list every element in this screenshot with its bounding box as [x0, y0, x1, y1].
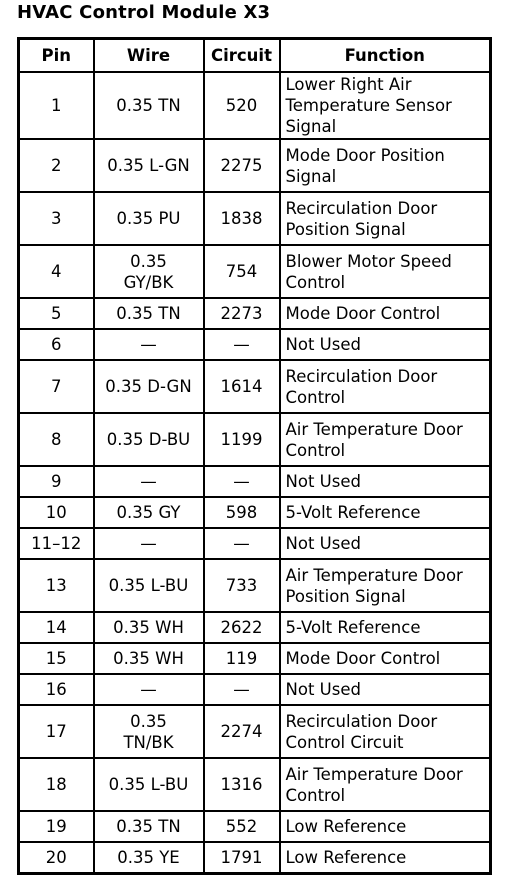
table-row: [19, 466, 491, 497]
table-row: [19, 811, 491, 842]
table-header: [19, 39, 491, 73]
cell-function: Mode Door Control: [280, 643, 491, 674]
header-pin: Pin: [19, 39, 94, 73]
table-row: [19, 245, 491, 298]
cell-pin: 2: [19, 139, 94, 192]
cell-wire: 0.35 D-BU: [94, 413, 204, 466]
cell-circuit: 754: [204, 245, 280, 298]
cell-wire: —: [94, 528, 204, 559]
cell-wire: 0.35 L-BU: [94, 758, 204, 811]
cell-wire: 0.35 TN: [94, 72, 204, 139]
table-body: [19, 72, 491, 873]
cell-pin: 13: [19, 559, 94, 612]
cell-wire: 0.35 L-BU: [94, 559, 204, 612]
cell-wire: 0.35 GY: [94, 497, 204, 528]
cell-function: 5-Volt Reference: [280, 497, 491, 528]
cell-circuit: —: [204, 466, 280, 497]
cell-wire: 0.35 YE: [94, 842, 204, 873]
header-function: Function: [280, 39, 491, 73]
table-row: [19, 329, 491, 360]
cell-pin: 7: [19, 360, 94, 413]
cell-pin: 17: [19, 705, 94, 758]
cell-function: Not Used: [280, 528, 491, 559]
connector-pinout-table: [17, 37, 492, 875]
header-wire: Wire: [94, 39, 204, 73]
table-row: [19, 758, 491, 811]
cell-circuit: 733: [204, 559, 280, 612]
cell-wire: 0.35 GY/BK: [94, 245, 204, 298]
cell-wire: 0.35 L-GN: [94, 139, 204, 192]
cell-pin: 1: [19, 72, 94, 139]
cell-pin: 20: [19, 842, 94, 873]
cell-circuit: 2274: [204, 705, 280, 758]
cell-function: 5-Volt Reference: [280, 612, 491, 643]
cell-wire: —: [94, 329, 204, 360]
cell-pin: 10: [19, 497, 94, 528]
cell-circuit: 520: [204, 72, 280, 139]
table-row: [19, 413, 491, 466]
cell-circuit: 2273: [204, 298, 280, 329]
table-row: [19, 528, 491, 559]
cell-wire: —: [94, 674, 204, 705]
cell-function: Air Temperature Door Control: [280, 758, 491, 811]
cell-circuit: 1838: [204, 192, 280, 245]
cell-function: Recirculation Door Control: [280, 360, 491, 413]
table-row: [19, 842, 491, 873]
cell-circuit: 1199: [204, 413, 280, 466]
cell-pin: 11–12: [19, 528, 94, 559]
cell-function: Lower Right Air Temperature Sensor Signal: [280, 72, 491, 139]
cell-circuit: —: [204, 528, 280, 559]
cell-function: Air Temperature Door Control: [280, 413, 491, 466]
cell-wire: 0.35 TN/BK: [94, 705, 204, 758]
cell-wire: 0.35 WH: [94, 643, 204, 674]
page-title: HVAC Control Module X3: [17, 2, 271, 23]
cell-function: Not Used: [280, 674, 491, 705]
cell-function: Recirculation Door Control Circuit: [280, 705, 491, 758]
cell-pin: 3: [19, 192, 94, 245]
cell-function: Blower Motor Speed Control: [280, 245, 491, 298]
cell-wire: 0.35 D-GN: [94, 360, 204, 413]
cell-circuit: —: [204, 329, 280, 360]
cell-wire: 0.35 TN: [94, 811, 204, 842]
table-row: [19, 360, 491, 413]
cell-circuit: 1316: [204, 758, 280, 811]
cell-pin: 18: [19, 758, 94, 811]
cell-function: Mode Door Position Signal: [280, 139, 491, 192]
cell-wire: 0.35 TN: [94, 298, 204, 329]
table-row: [19, 497, 491, 528]
cell-circuit: 1791: [204, 842, 280, 873]
cell-wire: 0.35 PU: [94, 192, 204, 245]
cell-pin: 16: [19, 674, 94, 705]
cell-wire: 0.35 WH: [94, 612, 204, 643]
cell-pin: 8: [19, 413, 94, 466]
cell-pin: 5: [19, 298, 94, 329]
cell-pin: 19: [19, 811, 94, 842]
table-row: [19, 705, 491, 758]
table-row: [19, 72, 491, 139]
cell-circuit: 119: [204, 643, 280, 674]
table-row: [19, 139, 491, 192]
cell-function: Low Reference: [280, 842, 491, 873]
cell-function: Not Used: [280, 466, 491, 497]
header-row: [19, 39, 491, 73]
cell-circuit: 2622: [204, 612, 280, 643]
cell-circuit: 552: [204, 811, 280, 842]
cell-circuit: —: [204, 674, 280, 705]
table-row: [19, 643, 491, 674]
cell-circuit: 2275: [204, 139, 280, 192]
cell-function: Low Reference: [280, 811, 491, 842]
header-circuit: Circuit: [204, 39, 280, 73]
table-row: [19, 559, 491, 612]
cell-pin: 14: [19, 612, 94, 643]
cell-function: Air Temperature Door Position Signal: [280, 559, 491, 612]
cell-function: Not Used: [280, 329, 491, 360]
cell-pin: 9: [19, 466, 94, 497]
cell-function: Recirculation Door Position Signal: [280, 192, 491, 245]
cell-function: Mode Door Control: [280, 298, 491, 329]
table-row: [19, 192, 491, 245]
cell-circuit: 598: [204, 497, 280, 528]
cell-pin: 6: [19, 329, 94, 360]
table-row: [19, 298, 491, 329]
cell-circuit: 1614: [204, 360, 280, 413]
table-row: [19, 612, 491, 643]
table-row: [19, 674, 491, 705]
cell-pin: 4: [19, 245, 94, 298]
cell-wire: —: [94, 466, 204, 497]
cell-pin: 15: [19, 643, 94, 674]
